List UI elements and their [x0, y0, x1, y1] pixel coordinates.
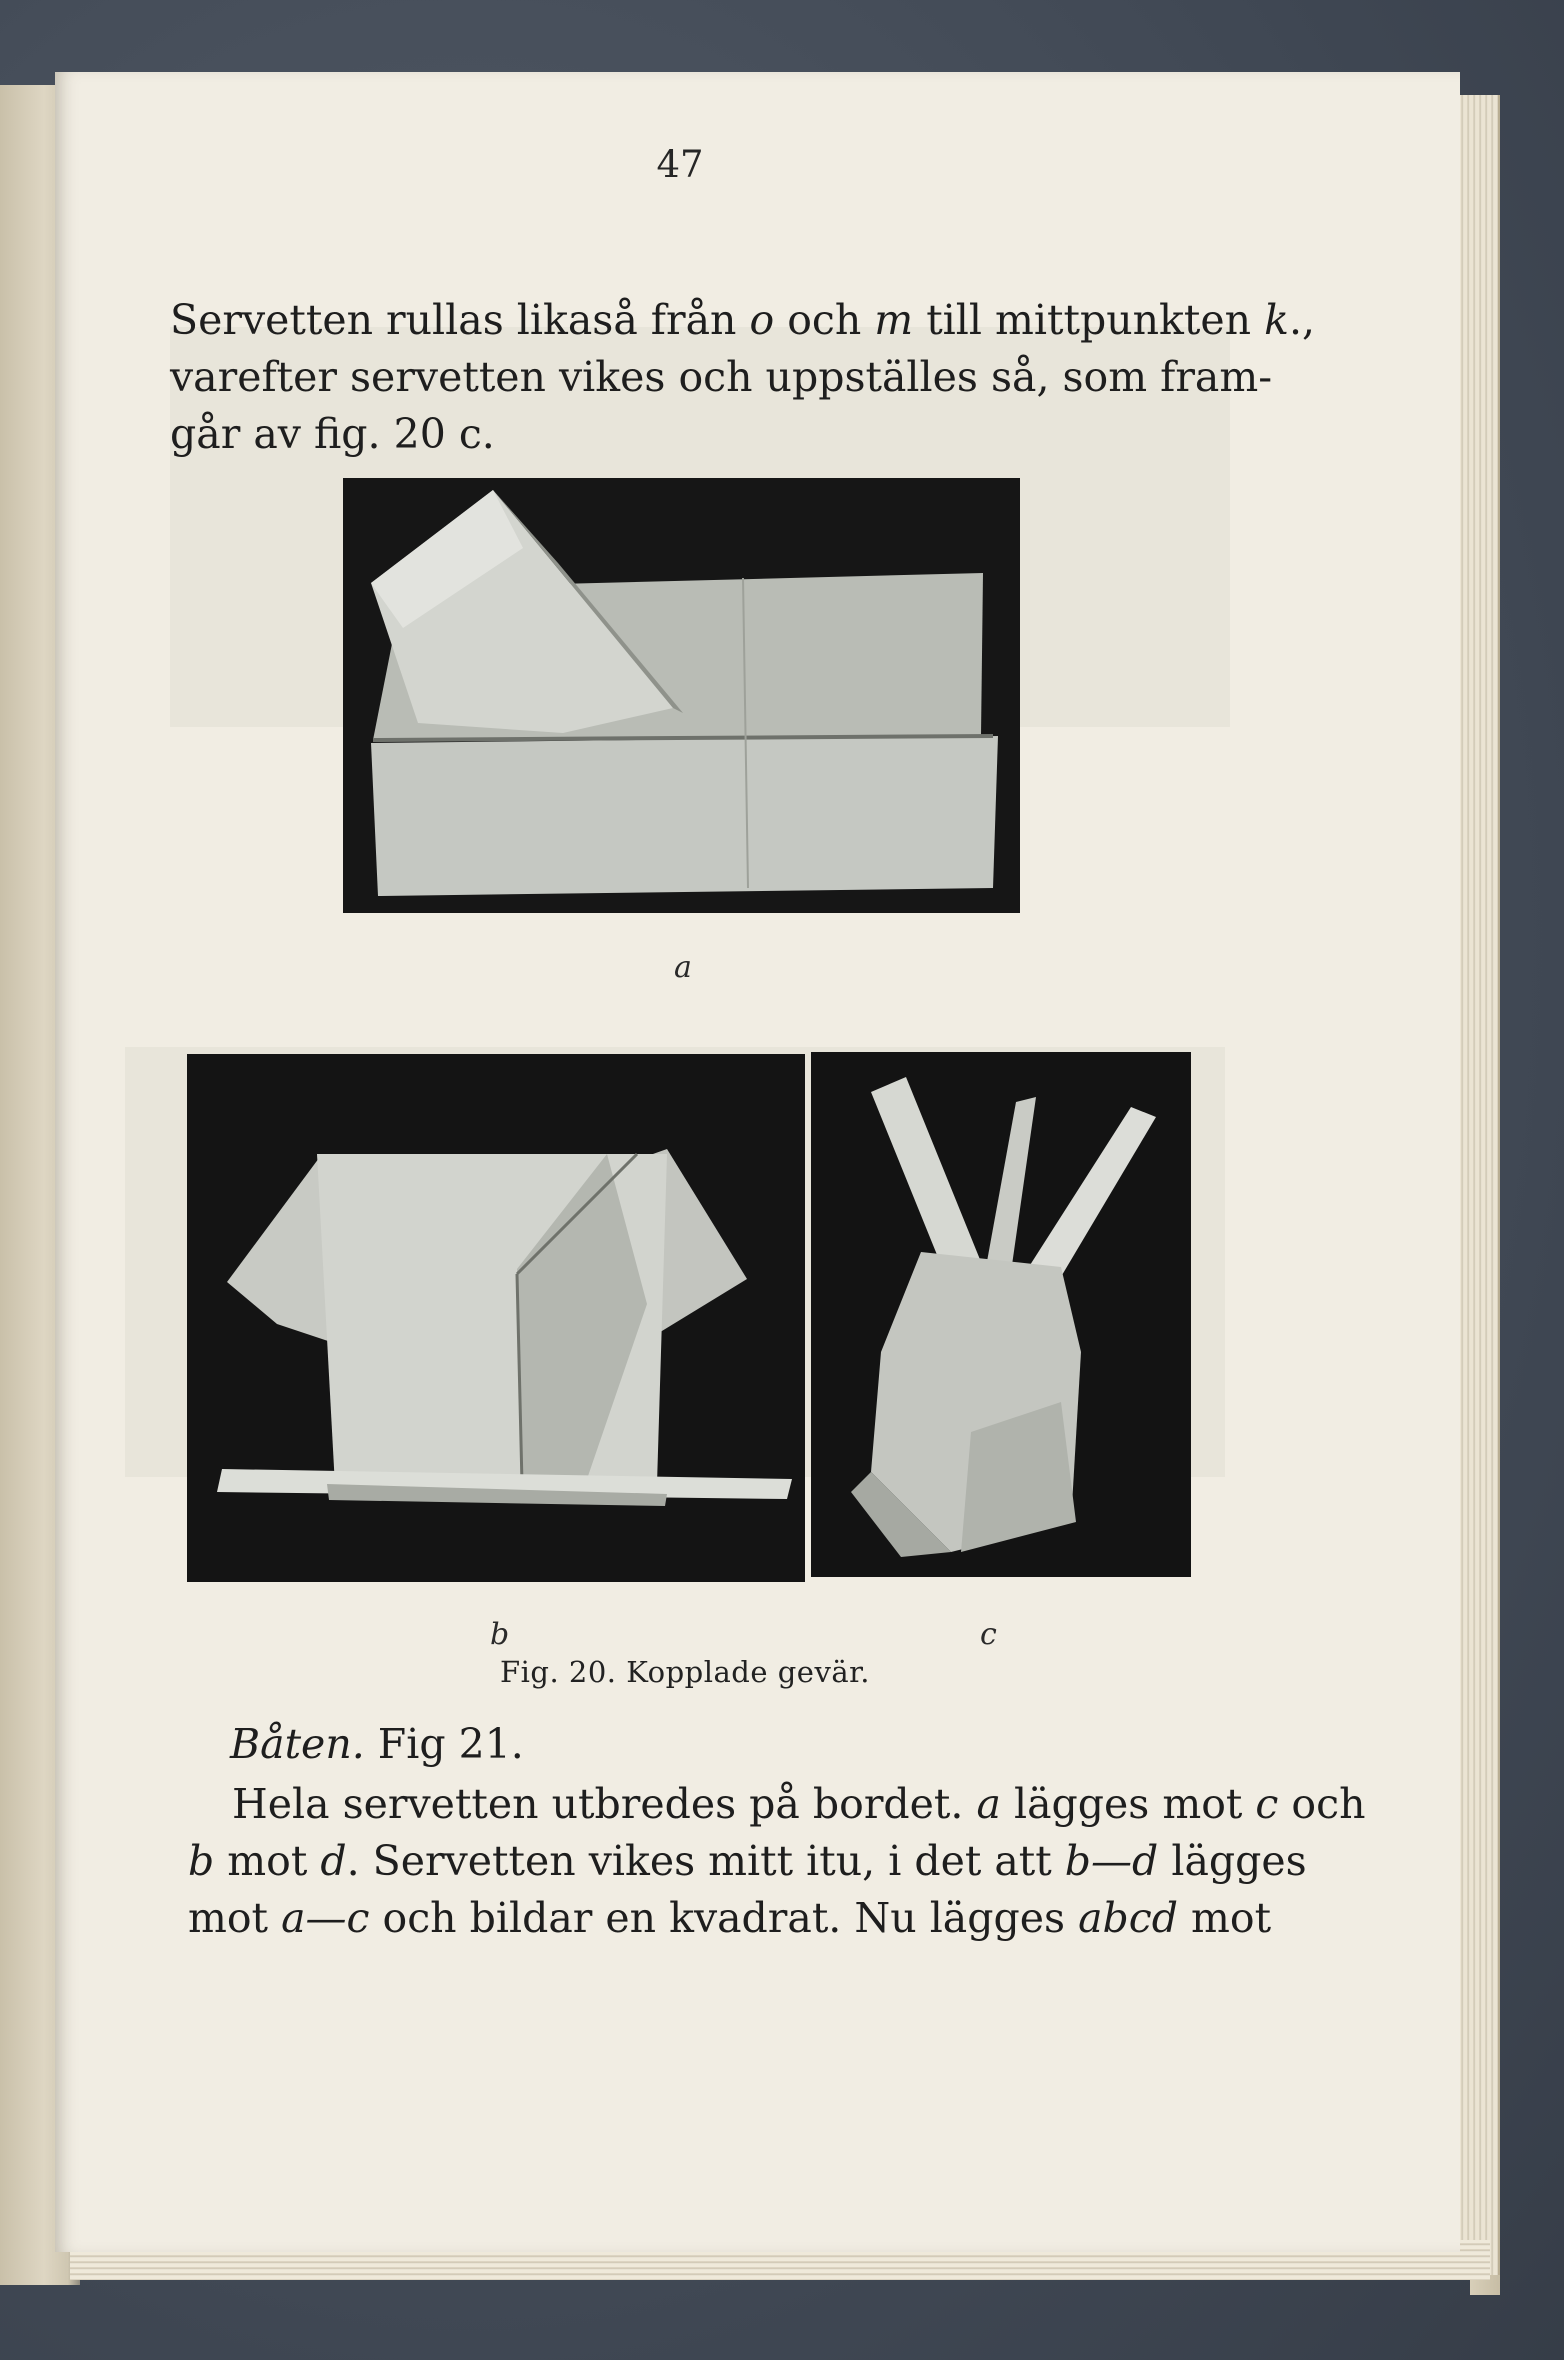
figure-photo-c [811, 1052, 1191, 1577]
text-line: Servetten rullas likaså från o och m till mittpunkten k., [170, 296, 1316, 344]
text-line: Hela servetten utbredes på bordet. a lägges mot c och [232, 1780, 1366, 1828]
figure-caption: Fig. 20. Kopplade gevär. [500, 1655, 871, 1689]
figure-label-a: a [674, 950, 692, 985]
folded-napkin-a-image [343, 478, 1020, 913]
intro-paragraph [170, 292, 1316, 463]
folded-napkin-c-image [811, 1052, 1191, 1577]
figure-label-b: b [490, 1617, 510, 1652]
body-paragraph [188, 1776, 1366, 1947]
figure-photo-b [187, 1054, 805, 1582]
text-line: mot a—c och bildar en kvadrat. Nu lägges abcd mot [188, 1894, 1272, 1942]
text-line: går av fig. 20 c. [170, 410, 495, 458]
figure-photo-a [343, 478, 1020, 913]
figure-label-c: c [980, 1617, 997, 1652]
text-line: varefter servetten vikes och uppställes så, som fram- [170, 353, 1273, 401]
section-heading: Båten. Fig 21. [230, 1720, 524, 1768]
text-line: b mot d. Servetten vikes mitt itu, i det att b—d lägges [188, 1837, 1307, 1885]
page-number: 47 [656, 143, 704, 186]
folded-napkin-b-image [187, 1054, 805, 1582]
